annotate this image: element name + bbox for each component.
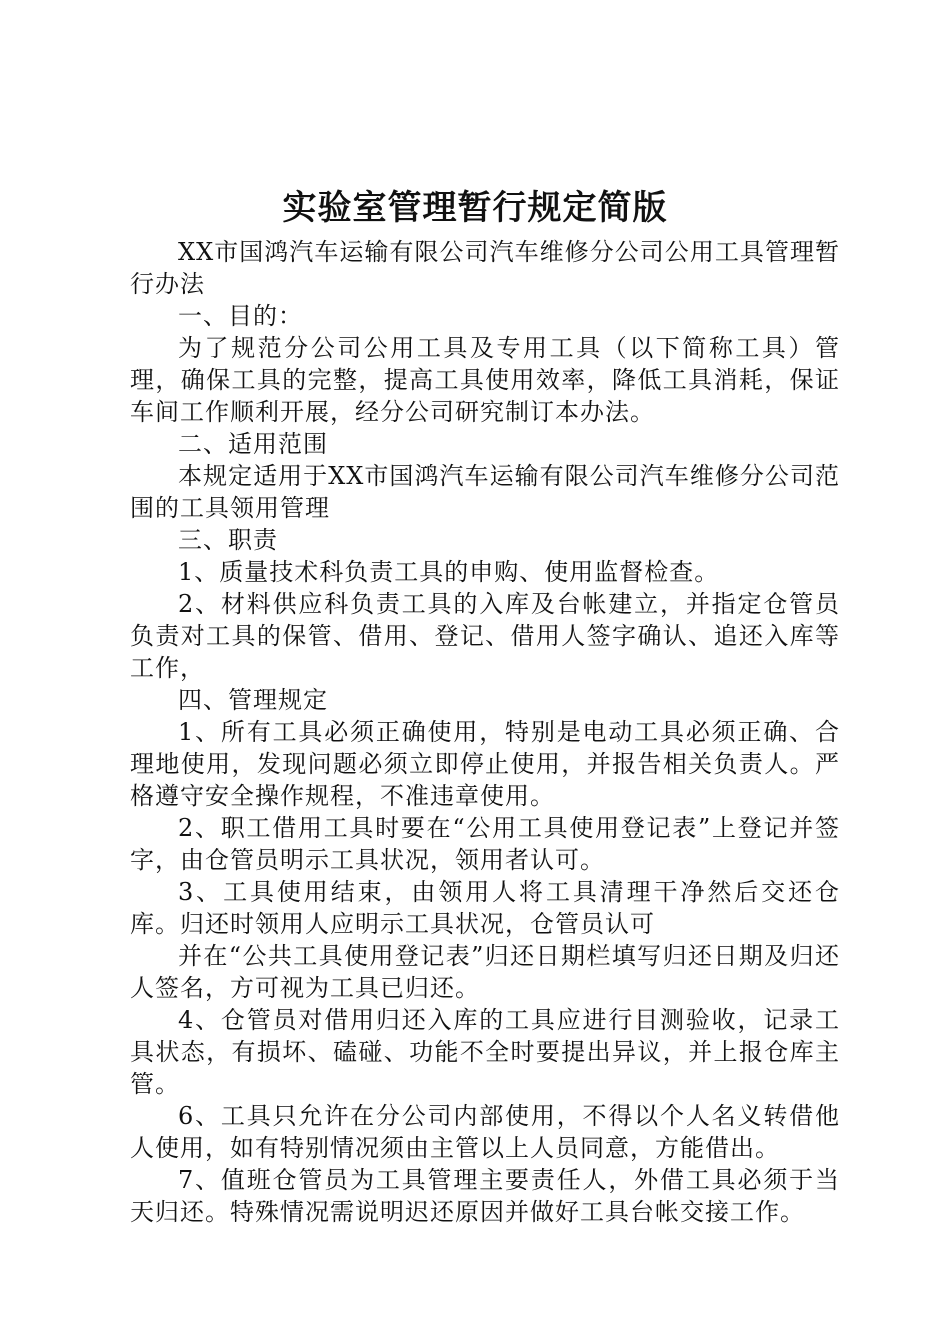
paragraph-rule-3-cont: 并在“公共工具使用登记表”归还日期栏填写归还日期及归还人签名，方可视为工具已归还。 [130,942,840,1002]
paragraph-duty-1: 1、质量技术科负责工具的申购、使用监督检查。 [178,558,720,586]
paragraph-purpose: 为了规范分公司公用工具及专用工具（以下简称工具）管理，确保工具的完整，提高工具使用效率，降低工具消耗，保证车间工作顺利开展，经分公司研究制订本办法。 [130,334,840,426]
paragraph-scope: 本规定适用于XX市国鸿汽车运输有限公司汽车维修分公司范围的工具领用管理 [130,462,840,522]
document-body [130,236,840,1228]
paragraph-rule-3: 3、工具使用结束，由领用人将工具清理干净然后交还仓库。归还时领用人应明示工具状况，仓管员认可 [130,878,840,938]
section-heading-rules: 四、管理规定 [178,686,328,714]
paragraph-rule-7: 7、值班仓管员为工具管理主要责任人，外借工具必须于当天归还。特殊情况需说明迟还原因并做好工具台帐交接工作。 [130,1166,840,1226]
paragraph-rule-4: 4、仓管员对借用归还入库的工具应进行目测验收，记录工具状态，有损坏、磕碰、功能不全时要提出异议，并上报仓库主管。 [130,1006,840,1098]
paragraph-rule-6: 6、工具只允许在分公司内部使用，不得以个人名义转借他人使用，如有特别情况须由主管以上人员同意，方能借出。 [130,1102,840,1162]
paragraph-duty-2: 2、材料供应科负责工具的入库及台帐建立，并指定仓管员负责对工具的保管、借用、登记、借用人签字确认、追还入库等工作， [130,590,840,682]
paragraph-doc-name: XX市国鸿汽车运输有限公司汽车维修分公司公用工具管理暂行办法 [130,238,840,298]
paragraph-rule-1: 1、所有工具必须正确使用，特别是电动工具必须正确、合理地使用，发现问题必须立即停止使用，并报告相关负责人。严格遵守安全操作规程，不准违章使用。 [130,718,840,810]
paragraph-rule-2: 2、职工借用工具时要在“公用工具使用登记表”上登记并签字，由仓管员明示工具状况，领用者认可。 [130,814,840,874]
section-heading-purpose: 一、目的： [178,302,303,330]
document-title: 实验室管理暂行规定简版 [282,188,668,228]
section-heading-scope: 二、适用范围 [178,430,328,458]
section-heading-duties: 三、职责 [178,526,278,554]
